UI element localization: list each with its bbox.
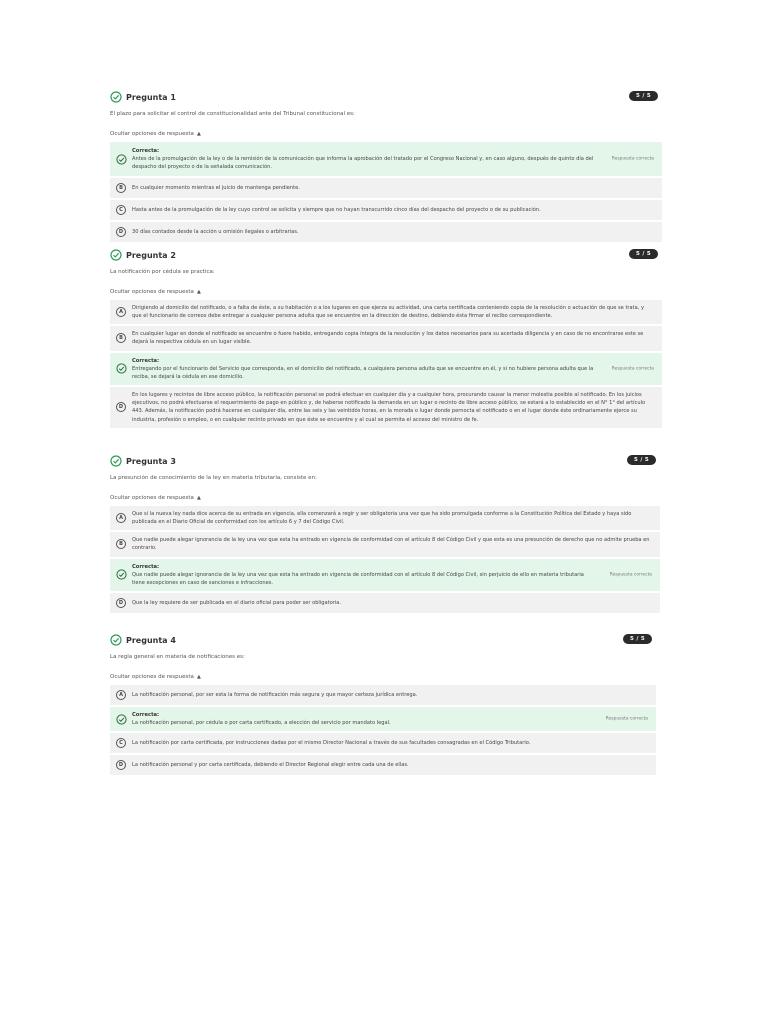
option-letter: D [116,598,126,608]
option-text: Hasta antes de la promulgación de la ley cuyo control se solicita y siempre que no hayan transcurrido cinco días del despacho del proyecto o de su publicación. [132,206,541,213]
question-prompt: La regla general en materia de notificaciones es: [110,654,245,660]
answer-option-d [110,755,656,777]
answer-option-d [110,593,660,615]
option-letter: A [116,307,126,317]
option-letter: C [116,738,126,748]
correct-answer-tag: Respuesta correcta [611,156,654,162]
question-title: Pregunta 1 [126,92,176,102]
answer-option-correct [110,353,662,388]
toggle-label: Ocultar opciones de respuesta [110,674,194,680]
option-text: Correcta: Entregando por el funcionario del Servicio que corresponda, en el domicilio del notificado, a cualquiera persona adulta que se encuentre en él, y si no hubiere persona adulta que la reciba, se dejará la cédula en ese domicilio. [132,357,600,382]
question-header [110,453,660,469]
question-header [110,632,656,648]
option-letter: B [116,333,126,343]
toggle-options-link[interactable] [110,495,660,501]
toggle-options-link[interactable] [110,289,662,295]
option-text: La notificación personal, por ser esta la forma de notificación más segura y que mayor certeza jurídica entrega. [132,691,418,698]
question-title: Pregunta 4 [126,635,176,645]
toggle-options-link[interactable] [110,131,662,137]
score-badge: 5 / 5 [627,455,656,465]
question-header [110,247,662,263]
check-circle-icon [116,154,127,165]
correct-answer-tag: Respuesta correcta [605,716,648,722]
correct-answer-tag: Respuesta correcta [611,366,654,372]
toggle-label: Ocultar opciones de respuesta [110,131,194,137]
option-letter: B [116,183,126,193]
caret-up-icon: ▲ [196,289,201,295]
option-letter: A [116,690,126,700]
option-letter: D [116,227,126,237]
option-letter: A [116,513,126,523]
answer-option-c [110,733,656,755]
check-circle-icon [116,363,127,374]
option-text: La notificación por carta certificada, por instrucciones dadas por el mismo Director Nacional a través de sus facultades consagradas en el Código Tributario. [132,740,531,747]
answer-option-c [110,200,662,222]
correct-label: Correcta: [132,357,160,364]
question-title: Pregunta 3 [126,456,176,466]
option-text: Dirigiendo al domicilio del notificado, o a falta de éste, a su habitación o a los lugares en que ejerza su actividad, una carta certificada conteniendo copia de la resolución o actuación de que se trata, y que el funcionario de correos debe entregar a cualquier persona adulta que se encuentre en la dirección de destino, debiendo ésta firmar el recibo correspondiente. [132,305,645,320]
option-text: En los lugares y recintos de libre acceso público, la notificación personal se podrá efectuar en cualquier día y a cualquier hora, procurando causar la menor molestia posible al notificado. En los juicios ejecutivos, no podrá efectuarse el requerimiento de pago en público y, de haberse notificado la demanda en un lugar o recinto de libre acceso público, se estará a lo establecido en el N° 1° del artículo 443. Además, la notificación podrá hacerse en cualquier día, entre las seis y las veintidós horas, en la morada o lugar donde pernocta el notificado o en el lugar donde éste ordinariamente ejerce su industria, profesión o empleo, o en cualquier recinto privado en que éste se encuentre y al cual se permita el acceso del ministro de fe. [132,392,646,423]
option-text: En cualquier momento mientras el juicio de mantenga pendiente. [132,184,300,191]
answer-option-correct [110,707,656,733]
option-letter: B [116,539,126,549]
answer-option-b [110,178,662,200]
check-circle-icon [110,91,122,103]
score-badge: 5 / 5 [623,634,652,644]
caret-up-icon: ▲ [196,131,201,137]
option-letter: C [116,205,126,215]
toggle-options-link[interactable] [110,674,656,680]
option-letter: D [116,402,126,412]
option-text: En cualquier lugar en donde el notificado se encuentre o fuere habido, entregando copia íntegra de la resolución y los datos necesarios para su acertada diligencia y en caso de no encontrarse este se dejará la respectiva cédula en un lugar visible. [132,331,644,346]
check-circle-icon [110,455,122,467]
answer-option-correct [110,142,662,178]
question-title: Pregunta 2 [126,250,176,260]
question-prompt: El plazo para solicitar el control de constitucionalidad ante del Tribunal constitucional es: [110,111,355,117]
toggle-label: Ocultar opciones de respuesta [110,495,194,501]
question-3 [110,453,660,615]
option-text: Que nadie puede alegar ignorancia de la ley una vez que esta ha entrado en vigencia de conformidad con el artículo 8 del Código Civil y que esta es una presunción de derecho que no admite prueba en contrario. [132,537,650,552]
check-circle-icon [110,249,122,261]
option-text: Correcta: Antes de la promulgación de la ley o de la remisión de la comunicación que informa la aprobación del tratado por el Congreso Nacional y, en caso alguno, después de quinto día del despacho del proyecto o de la señalada comunicación. [132,147,600,172]
option-text: Que la ley requiere de ser publicada en el diario oficial para poder ser obligatoria. [132,600,341,607]
question-header [110,89,662,105]
option-text: Correcta: La notificación personal, por cédula o por carta certificado, a elección del servicio por mandato legal. [132,712,391,727]
question-1 [110,89,662,244]
score-badge: 5 / 5 [629,91,658,101]
score-badge: 5 / 5 [629,249,658,259]
option-text: Correcta: Que nadie puede alegar ignorancia de la ley una vez que esta ha entrado en vigencia de conformidad con el artículo 8 del Código Civil, sin perjuicio de ello en materia tributaria tiene excepciones en caso de sanciones e infracciones. [132,563,598,588]
check-circle-icon [116,714,127,725]
check-circle-icon [110,634,122,646]
check-circle-icon [116,569,127,580]
question-prompt: La notificación por cédula se practica: [110,269,215,275]
option-text: La notificación personal y por carta certificada, debiendo el Director Regional elegir entre cada una de ellas. [132,762,409,769]
question-prompt: La presunción de conocimiento de la ley en materia tributaria, consiste en: [110,475,317,481]
option-text: Que si la nueva ley nada dice acerca de su entrada en vigencia, ella comenzará a regir y ser obligatoria una vez que ha sido promulgada conforme a la Constitución Política del Estado y haya sido publicada en el Diario Oficial de conformidad con los artículo 6 y 7 del Código Civil. [132,511,632,526]
caret-up-icon: ▲ [196,674,201,680]
answer-option-d [110,222,662,244]
answer-option-a [110,300,662,326]
answer-option-a [110,685,656,707]
answer-option-a [110,506,660,532]
answer-option-correct [110,559,660,594]
toggle-label: Ocultar opciones de respuesta [110,289,194,295]
option-letter: D [116,760,126,770]
correct-label: Correcta: [132,563,160,570]
correct-answer-tag: Respuesta correcta [609,572,652,578]
question-2 [110,247,662,430]
correct-label: Correcta: [132,147,160,154]
option-text: 30 días contados desde la acción u omisión ilegales o arbitrarias. [132,228,299,235]
question-4 [110,632,656,777]
answer-option-b [110,326,662,352]
answer-option-d [110,387,662,430]
caret-up-icon: ▲ [196,495,201,501]
correct-label: Correcta: [132,712,160,718]
answer-option-b [110,532,660,558]
